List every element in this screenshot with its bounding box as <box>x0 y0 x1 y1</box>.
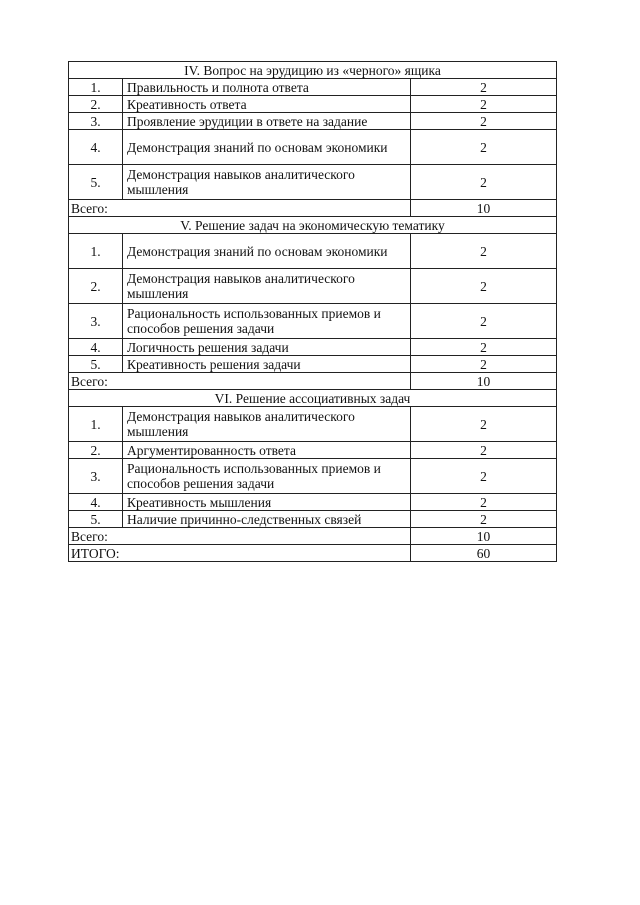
section-total-row <box>69 373 557 390</box>
criterion-cell: Рациональность использованных приемов и способов решения задачи <box>123 459 411 494</box>
score-table <box>68 61 557 562</box>
table-row <box>69 356 557 373</box>
points-cell: 2 <box>411 304 557 339</box>
points-cell: 2 <box>411 79 557 96</box>
criterion-cell: Правильность и полнота ответа <box>123 79 411 96</box>
table-row <box>69 442 557 459</box>
row-number: 2. <box>69 269 123 304</box>
row-number: 4. <box>69 130 123 165</box>
table-row <box>69 113 557 130</box>
points-cell: 2 <box>411 113 557 130</box>
row-number: 2. <box>69 442 123 459</box>
criterion-cell: Логичность решения задачи <box>123 339 411 356</box>
criterion-cell: Демонстрация знаний по основам экономики <box>123 234 411 269</box>
grand-total-row <box>69 545 557 562</box>
row-number: 3. <box>69 459 123 494</box>
row-number: 5. <box>69 511 123 528</box>
criterion-cell: Демонстрация навыков аналитического мышления <box>123 269 411 304</box>
points-cell: 2 <box>411 96 557 113</box>
section-title: IV. Вопрос на эрудицию из «черного» ящика <box>69 62 557 79</box>
total-label: Всего: <box>69 528 411 545</box>
total-value: 10 <box>411 373 557 390</box>
criterion-cell: Креативность решения задачи <box>123 356 411 373</box>
row-number: 3. <box>69 113 123 130</box>
section-title: V. Решение задач на экономическую тематику <box>69 217 557 234</box>
points-cell: 2 <box>411 130 557 165</box>
criterion-cell: Рациональность использованных приемов и способов решения задачи <box>123 304 411 339</box>
points-cell: 2 <box>411 511 557 528</box>
criterion-cell: Креативность ответа <box>123 96 411 113</box>
row-number: 2. <box>69 96 123 113</box>
total-label: Всего: <box>69 200 411 217</box>
table-row <box>69 339 557 356</box>
row-number: 4. <box>69 339 123 356</box>
points-cell: 2 <box>411 356 557 373</box>
row-number: 5. <box>69 356 123 373</box>
points-cell: 2 <box>411 165 557 200</box>
grand-total-label: ИТОГО: <box>69 545 411 562</box>
table-row <box>69 165 557 200</box>
table-row <box>69 130 557 165</box>
points-cell: 2 <box>411 494 557 511</box>
section-total-row <box>69 200 557 217</box>
total-label: Всего: <box>69 373 411 390</box>
row-number: 1. <box>69 407 123 442</box>
criterion-cell: Аргументированность ответа <box>123 442 411 459</box>
section-header-row <box>69 217 557 234</box>
table-row <box>69 234 557 269</box>
criterion-cell: Наличие причинно-следственных связей <box>123 511 411 528</box>
row-number: 1. <box>69 234 123 269</box>
section-title: VI. Решение ассоциативных задач <box>69 390 557 407</box>
total-value: 10 <box>411 200 557 217</box>
points-cell: 2 <box>411 442 557 459</box>
grand-total-value: 60 <box>411 545 557 562</box>
points-cell: 2 <box>411 339 557 356</box>
criterion-cell: Креативность мышления <box>123 494 411 511</box>
total-value: 10 <box>411 528 557 545</box>
section-header-row <box>69 390 557 407</box>
points-cell: 2 <box>411 407 557 442</box>
criterion-cell: Демонстрация знаний по основам экономики <box>123 130 411 165</box>
criterion-cell: Демонстрация навыков аналитического мышления <box>123 165 411 200</box>
row-number: 4. <box>69 494 123 511</box>
section-header-row <box>69 62 557 79</box>
table-row <box>69 407 557 442</box>
table-row <box>69 304 557 339</box>
table-row <box>69 459 557 494</box>
points-cell: 2 <box>411 459 557 494</box>
table-row <box>69 511 557 528</box>
table-row <box>69 269 557 304</box>
criterion-cell: Проявление эрудиции в ответе на задание <box>123 113 411 130</box>
row-number: 5. <box>69 165 123 200</box>
criterion-cell: Демонстрация навыков аналитического мышления <box>123 407 411 442</box>
row-number: 3. <box>69 304 123 339</box>
row-number: 1. <box>69 79 123 96</box>
table-row <box>69 79 557 96</box>
table-row <box>69 96 557 113</box>
points-cell: 2 <box>411 234 557 269</box>
section-total-row <box>69 528 557 545</box>
points-cell: 2 <box>411 269 557 304</box>
table-row <box>69 494 557 511</box>
